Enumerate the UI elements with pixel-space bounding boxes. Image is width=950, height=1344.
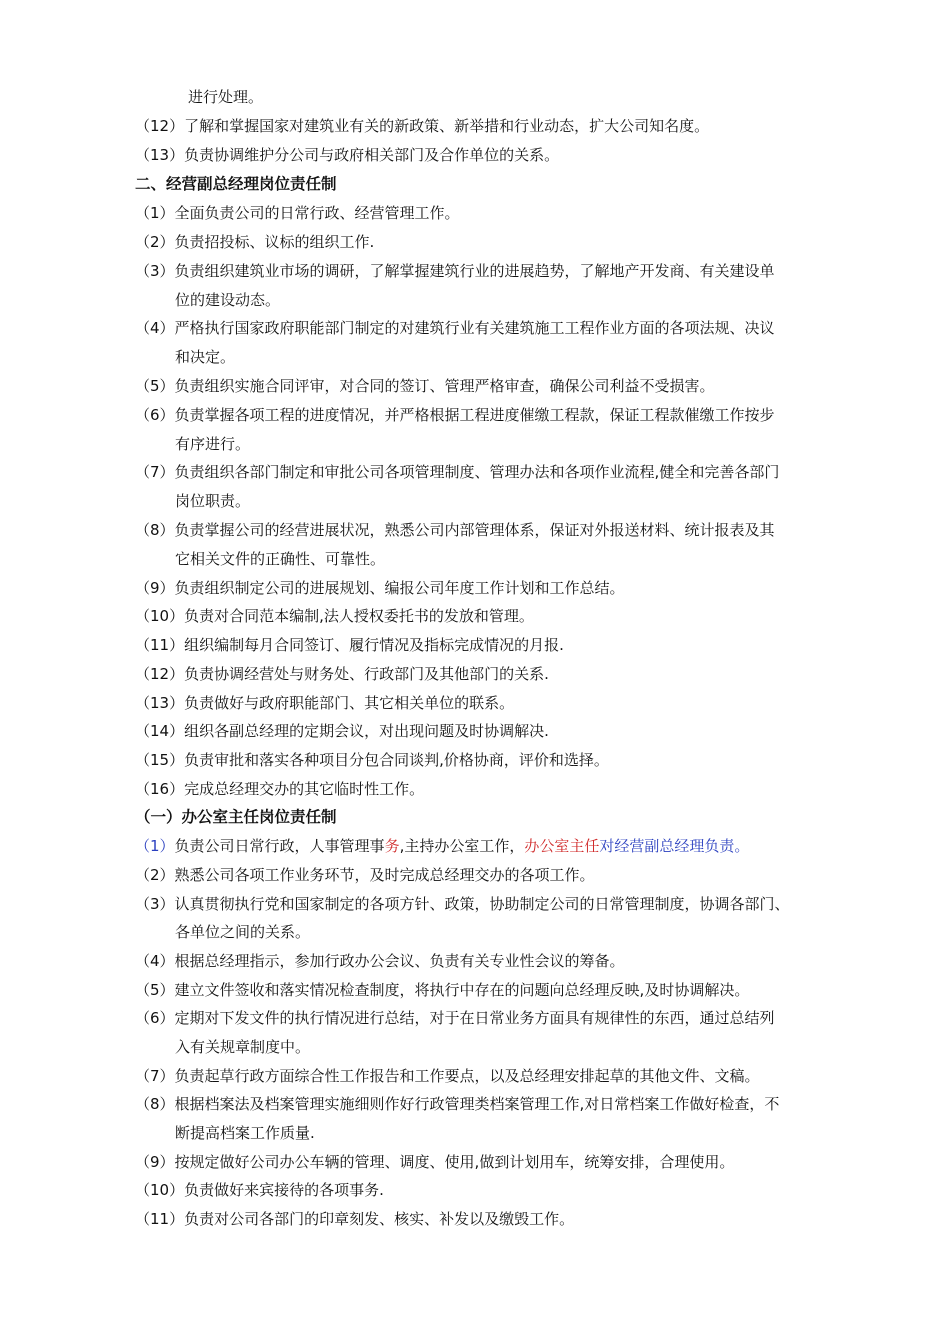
item-number: （8）	[135, 521, 175, 539]
item-number: （9）	[135, 1153, 175, 1171]
list-item	[135, 261, 775, 281]
item-text: 完成总经理交办的其它临时性工作。	[184, 780, 425, 798]
list-item	[135, 865, 595, 885]
item-text: 负责掌握各项工程的进度情况，并严格根据工程进度催缴工程款，保证工程款催缴工作按步	[174, 406, 775, 424]
list-item	[135, 1180, 384, 1200]
item-continuation: 入有关规章制度中。	[175, 1038, 311, 1056]
item-number: （11）	[135, 636, 185, 654]
item-text: 根据总经理指示，参加行政办公会议、负责有关专业性会议的筹备。	[174, 952, 625, 970]
item-text-highlight-red: 办公室主任	[524, 837, 600, 855]
list-item	[135, 894, 790, 914]
list-item	[135, 693, 514, 713]
item-number: （13）	[135, 694, 185, 712]
list-item	[135, 520, 775, 540]
item-continuation: 有序进行。	[175, 435, 251, 453]
list-item	[135, 1008, 775, 1028]
item-number: （7）	[135, 463, 175, 481]
item-number: （9）	[135, 579, 175, 597]
item-text: 负责组织各部门制定和审批公司各项管理制度、管理办法和各项作业流程,健全和完善各部门	[174, 463, 780, 481]
list-item	[135, 635, 564, 655]
item-number: （2）	[135, 233, 175, 251]
item-text: 负责公司日常行政，人事管理事	[174, 837, 385, 855]
item-text: 负责协调经营处与财务处、行政部门及其他部门的关系.	[184, 665, 549, 683]
item-continuation: 它相关文件的正确性、可靠性。	[175, 550, 386, 568]
list-item	[135, 664, 549, 684]
list-item	[135, 405, 775, 425]
item-text: 了解和掌握国家对建筑业有关的新政策、新举措和行业动态，扩大公司知名度。	[184, 117, 710, 135]
item-number: （3）	[135, 895, 175, 913]
item-number: （13）	[135, 146, 185, 164]
item-number: （5）	[135, 377, 175, 395]
list-item	[135, 462, 779, 482]
item-text: 负责招投标、议标的组织工作.	[174, 233, 375, 251]
item-text: 认真贯彻执行党和国家制定的各项方针、政策，协助制定公司的日常管理制度，协调各部门、	[174, 895, 790, 913]
list-item	[135, 232, 374, 252]
list-item	[188, 87, 263, 107]
item-text: 负责对公司各部门的印章刻发、核实、补发以及缴毁工作。	[184, 1210, 575, 1228]
item-text: 根据档案法及档案管理实施细则作好行政管理类档案管理工作,对日常档案工作做好检查，不	[174, 1095, 780, 1113]
list-item	[135, 1094, 779, 1114]
item-number: （10）	[135, 607, 185, 625]
list-item	[135, 980, 749, 1000]
item-text: 熟悉公司各项工作业务环节，及时完成总经理交办的各项工作。	[174, 866, 595, 884]
item-number: （6）	[135, 406, 175, 424]
item-text: 负责组织建筑业市场的调研，了解掌握建筑行业的进展趋势，了解地产开发商、有关建设单	[174, 262, 775, 280]
item-text: 负责组织实施合同评审，对合同的签订、管理严格审查，确保公司利益不受损害。	[174, 377, 715, 395]
item-continuation: 位的建设动态。	[175, 291, 281, 309]
item-text: 负责做好来宾接待的各项事务.	[184, 1181, 384, 1199]
item-number: （12）	[135, 665, 185, 683]
item-text: ,主持办公室工作，	[399, 837, 525, 855]
list-item	[135, 951, 625, 971]
item-continuation: 断提高档案工作质量.	[175, 1124, 315, 1142]
item-continuation: 各单位之间的关系。	[175, 923, 311, 941]
item-text: 全面负责公司的日常行政、经营管理工作。	[174, 204, 460, 222]
item-number: （14）	[135, 722, 185, 740]
item-text: 负责协调维护分公司与政府相关部门及合作单位的关系。	[184, 146, 560, 164]
list-item	[135, 116, 709, 136]
item-number: （16）	[135, 780, 185, 798]
item-continuation: 岗位职责。	[175, 492, 251, 510]
item-text-highlight-blue: 对经营副总经理负责。	[599, 837, 750, 855]
item-text: 负责做好与政府职能部门、其它相关单位的联系。	[184, 694, 515, 712]
item-number: （6）	[135, 1009, 175, 1027]
list-item	[135, 145, 559, 165]
item-text: 负责对合同范本编制,法人授权委托书的发放和管理。	[184, 607, 534, 625]
item-text: 建立文件签收和落实情况检查制度，将执行中存在的问题向总经理反映,及时协调解决。	[174, 981, 750, 999]
section-heading: （一）办公室主任岗位责任制	[135, 808, 337, 826]
list-item	[135, 779, 424, 799]
item-number: （11）	[135, 1210, 185, 1228]
list-item	[135, 1152, 734, 1172]
item-number: （7）	[135, 1067, 175, 1085]
item-number: （4）	[135, 952, 175, 970]
item-number: （3）	[135, 262, 175, 280]
item-text: 进行处理。	[188, 88, 264, 106]
item-text: 负责组织制定公司的进展规划、编报公司年度工作计划和工作总结。	[174, 579, 625, 597]
item-number: （1）	[135, 204, 175, 222]
item-number: （10）	[135, 1181, 185, 1199]
item-continuation: 和决定。	[175, 348, 236, 366]
item-number: （5）	[135, 981, 175, 999]
list-item	[135, 203, 460, 223]
item-text: 严格执行国家政府职能部门制定的对建筑行业有关建筑施工工程作业方面的各项法规、决议	[174, 319, 775, 337]
list-item	[135, 318, 775, 338]
item-text: 组织编制每月合同签订、履行情况及指标完成情况的月报.	[184, 636, 564, 654]
item-text-highlight-red: 务	[384, 837, 400, 855]
item-text: 负责审批和落实各种项目分包合同谈判,价格协商，评价和选择。	[184, 751, 609, 769]
item-number: （1）	[135, 837, 175, 855]
list-item	[135, 1209, 574, 1229]
item-text: 负责起草行政方面综合性工作报告和工作要点，以及总经理安排起草的其他文件、文稿。	[174, 1067, 760, 1085]
list-item	[135, 750, 609, 770]
item-text: 组织各副总经理的定期会议，对出现问题及时协调解决.	[184, 722, 549, 740]
section-heading: 二、经营副总经理岗位责任制	[135, 175, 337, 193]
list-item	[135, 376, 715, 396]
item-number: （4）	[135, 319, 175, 337]
list-item	[135, 578, 625, 598]
list-item	[135, 1066, 760, 1086]
item-number: （12）	[135, 117, 185, 135]
item-number: （2）	[135, 866, 175, 884]
item-number: （8）	[135, 1095, 175, 1113]
list-item	[135, 606, 534, 626]
item-text: 按规定做好公司办公车辆的管理、调度、使用,做到计划用车，统筹安排，合理使用。	[174, 1153, 735, 1171]
item-text: 负责掌握公司的经营进展状况，熟悉公司内部管理体系，保证对外报送材料、统计报表及其	[174, 521, 775, 539]
item-text: 定期对下发文件的执行情况进行总结，对于在日常业务方面具有规律性的东西，通过总结列	[174, 1009, 775, 1027]
item-number: （15）	[135, 751, 185, 769]
list-item	[135, 836, 749, 856]
list-item	[135, 721, 549, 741]
